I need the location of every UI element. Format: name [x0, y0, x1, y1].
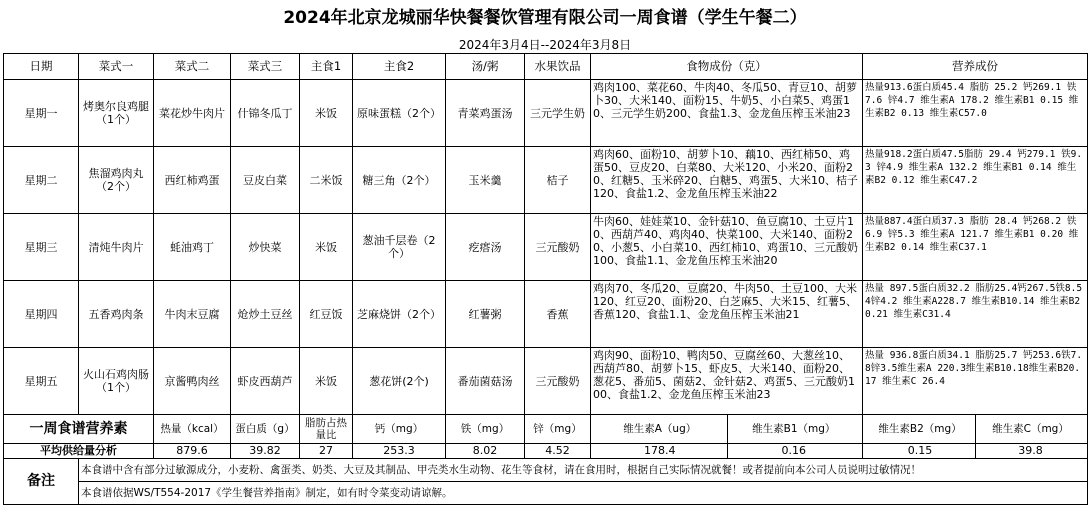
nutrition-cell: 热量887.4蛋白质37.3 脂肪 28.4 钙268.2 铁6.9 锌5.3 维生素A 121.7 维生素B1 0.20 维生素B2 0.14 维生素C37.1 — [863, 214, 1088, 281]
ingredients-cell: 鸡肉100、菜花60、牛肉40、冬瓜50、青豆10、胡萝卜30、大米140、面粉15、牛奶5、小白菜5、鸡蛋10、三元学生奶200、食盐1.3、金龙鱼压榨玉米油23 — [591, 80, 863, 147]
day-label: 星期五 — [4, 348, 79, 415]
notes-standard: 本食谱依据WS/T554-2017《学生餐营养指南》制定，如有时令菜变动请谅解。 — [79, 482, 1088, 505]
dish3-cell: 炝炒土豆丝 — [231, 281, 300, 348]
staple2-cell: 糖三角（2个） — [353, 147, 446, 214]
staple1-cell: 米饭 — [300, 348, 353, 415]
notes-label: 备注 — [4, 459, 79, 505]
table-row — [4, 214, 1088, 281]
header-fruit: 水果饮品 — [525, 54, 591, 80]
nutrition-cell: 热量 936.8蛋白质34.1 脂肪25.7 钙253.6铁7.8锌3.5维生素A 220.3维生素B10.18维生素B20.17 维生素C 26.4 — [863, 348, 1088, 415]
table-row — [4, 80, 1088, 147]
header-nutrition: 营养成份 — [863, 54, 1088, 80]
dish2-cell: 菜花炒牛肉片 — [154, 80, 231, 147]
dish3-cell: 什锦冬瓜丁 — [231, 80, 300, 147]
table-row — [4, 348, 1088, 415]
staple1-cell: 二米饭 — [300, 147, 353, 214]
summary-header-fat: 脂肪占热量比 — [300, 415, 353, 444]
dish1-cell: 焦溜鸡肉丸（2个） — [79, 147, 154, 214]
ingredients-cell: 鸡肉70、冬瓜20、豆腐20、牛肉50、土豆100、大米120、红豆20、面粉20、白芝麻5、大米15、红薯5、香蕉120、食盐1.1、金龙鱼压榨玉米油21 — [591, 281, 863, 348]
dish3-cell: 虾皮西葫芦 — [231, 348, 300, 415]
header-ingredients: 食物成份（克） — [591, 54, 863, 80]
summary-header-energy: 热量（kcal） — [154, 415, 231, 444]
summary-value-fat: 27 — [300, 444, 353, 459]
summary-value-zinc: 4.52 — [525, 444, 591, 459]
fruit-cell: 三元酸奶 — [525, 214, 591, 281]
dish2-cell: 西红柿鸡蛋 — [154, 147, 231, 214]
summary-value-vitb2: 0.15 — [907, 444, 933, 457]
summary-label-bottom: 平均供给量分析 — [4, 444, 154, 459]
dish2-cell: 牛肉末豆腐 — [154, 281, 231, 348]
summary-value-protein: 39.82 — [231, 444, 300, 459]
notes-allergen: 本食谱中含有部分过敏源成分，小麦粉、禽蛋类、奶类、大豆及其制品、甲壳类水生动物、花生等食材，请在食用时，根据自己实际情况就餐！或者提前向本公司人员说明过敏情况！ — [79, 459, 1088, 482]
dish2-cell: 蚝油鸡丁 — [154, 214, 231, 281]
dish1-cell: 五香鸡肉条 — [79, 281, 154, 348]
ingredients-cell: 牛肉60、娃娃菜10、金针菇10、鱼豆腐10、土豆片10、西葫芦40、鸡肉40、快菜100、大米140、面粉20、小葱5、小白菜10、西红柿10、鸡蛋10、三元酸奶100、食盐1.1、金龙鱼压榨玉米油20 — [591, 214, 863, 281]
fruit-cell: 桔子 — [525, 147, 591, 214]
summary-header-zinc: 锌（mg） — [525, 415, 591, 444]
summary-value-vita-b1 — [591, 444, 863, 459]
summary-value-vitc: 39.8 — [975, 444, 1085, 459]
staple1-cell: 红豆饭 — [300, 281, 353, 348]
summary-header-vita-text: 维生素A（ug） — [623, 423, 697, 435]
date-range: 2024年3月4日--2024年3月8日 — [458, 38, 632, 52]
ingredients-cell: 鸡肉90、面粉10、鸭肉50、豆腐丝60、大葱丝10、西葫芦80、胡萝卜15、虾皮5、大米140、面粉20、葱花5、番茄5、菌菇2、金针菇2、鸡蛋5、三元酸奶100、食盐1.2、金龙鱼压榨玉米油23 — [591, 348, 863, 415]
menu-table — [3, 53, 1088, 505]
header-dish3: 菜式三 — [231, 54, 300, 80]
staple2-cell: 葱油千层卷（2个） — [353, 214, 446, 281]
header-soup: 汤/粥 — [446, 54, 525, 80]
staple2-cell: 芝麻烧饼（2个） — [353, 281, 446, 348]
dish3-cell: 豆皮白菜 — [231, 147, 300, 214]
summary-header-vitb2-c — [863, 415, 1088, 444]
header-dish1: 菜式一 — [79, 54, 154, 80]
table-row — [4, 281, 1088, 348]
ingredients-cell: 鸡肉60、面粉10、胡萝卜10、藕10、西红柿50、鸡蛋50、豆皮20、白菜80、大米120、小米20、面粉20、红糖5、玉米碎20、白糖5、鸡蛋5、大米10、桔子120、食盐1.2、金龙鱼压榨玉米油22 — [591, 147, 863, 214]
summary-header-protein: 蛋白质（g） — [231, 415, 300, 444]
dish3-cell: 炒快菜 — [231, 214, 300, 281]
summary-value-vita: 178.4 — [644, 444, 676, 457]
summary-value-vitb2-c — [863, 444, 1088, 459]
header-date: 日期 — [4, 54, 79, 80]
day-label: 星期一 — [4, 80, 79, 147]
staple1-cell: 米饭 — [300, 214, 353, 281]
nutrition-cell: 热量 897.5蛋白质32.2 脂肪25.4钙267.5铁8.54锌4.2 维生素A228.7 维生素B10.14 维生素B20.21 维生素C31.4 — [863, 281, 1088, 348]
summary-label-top: 一周食谱营养素 — [4, 415, 154, 444]
soup-cell: 疙瘩汤 — [446, 214, 525, 281]
notes-row — [4, 482, 1088, 505]
dish1-cell: 火山石鸡肉肠（1个） — [79, 348, 154, 415]
staple2-cell: 葱花饼(2个) — [353, 348, 446, 415]
summary-header-iron: 铁（mg） — [446, 415, 525, 444]
summary-header-vitc: 维生素C（mg） — [975, 415, 1085, 443]
summary-value-energy: 879.6 — [154, 444, 231, 459]
summary-header-vitb2: 维生素B2（mg） — [878, 423, 962, 435]
header-staple2: 主食2 — [353, 54, 446, 80]
notes-row — [4, 459, 1088, 482]
dish2-cell: 京酱鸭肉丝 — [154, 348, 231, 415]
dish1-cell: 清炖牛肉片 — [79, 214, 154, 281]
staple1-cell: 米饭 — [300, 80, 353, 147]
dish1-cell: 烤奥尔良鸡腿（1个） — [79, 80, 154, 147]
fruit-cell: 三元酸奶 — [525, 348, 591, 415]
soup-cell: 青菜鸡蛋汤 — [446, 80, 525, 147]
day-label: 星期四 — [4, 281, 79, 348]
soup-cell: 红薯粥 — [446, 281, 525, 348]
table-row — [4, 147, 1088, 214]
header-dish2: 菜式二 — [154, 54, 231, 80]
summary-header-row — [4, 415, 1088, 444]
summary-value-row — [4, 444, 1088, 459]
nutrition-cell: 热量918.2蛋白质47.5脂肪 29.4 钙279.1 铁9.3 锌4.9 维生素A 132.2 维生素B1 0.14 维生素B2 0.12 维生素C47.2 — [863, 147, 1088, 214]
header-staple1: 主食1 — [300, 54, 353, 80]
summary-header-vitb1: 维生素B1（mg） — [727, 415, 861, 443]
summary-header-vita — [591, 415, 863, 444]
page-title: 2024年北京龙城丽华快餐餐饮管理有限公司一周食谱（学生午餐二） — [283, 8, 807, 28]
nutrition-cell: 热量913.6蛋白质45.4 脂肪 25.2 钙269.1 铁7.6 锌4.7 维生素A 178.2 维生素B1 0.15 维生素B2 0.13 维生素C57.0 — [863, 80, 1088, 147]
header-row — [4, 54, 1088, 80]
staple2-cell: 原味蛋糕（2个） — [353, 80, 446, 147]
soup-cell: 番茄菌菇汤 — [446, 348, 525, 415]
soup-cell: 玉米羹 — [446, 147, 525, 214]
day-label: 星期三 — [4, 214, 79, 281]
summary-value-vitb1: 0.16 — [727, 444, 861, 459]
fruit-cell: 三元学生奶 — [525, 80, 591, 147]
day-label: 星期二 — [4, 147, 79, 214]
summary-value-calcium: 253.3 — [353, 444, 446, 459]
summary-header-calcium: 钙（mg） — [353, 415, 446, 444]
fruit-cell: 香蕉 — [525, 281, 591, 348]
summary-value-iron: 8.02 — [446, 444, 525, 459]
